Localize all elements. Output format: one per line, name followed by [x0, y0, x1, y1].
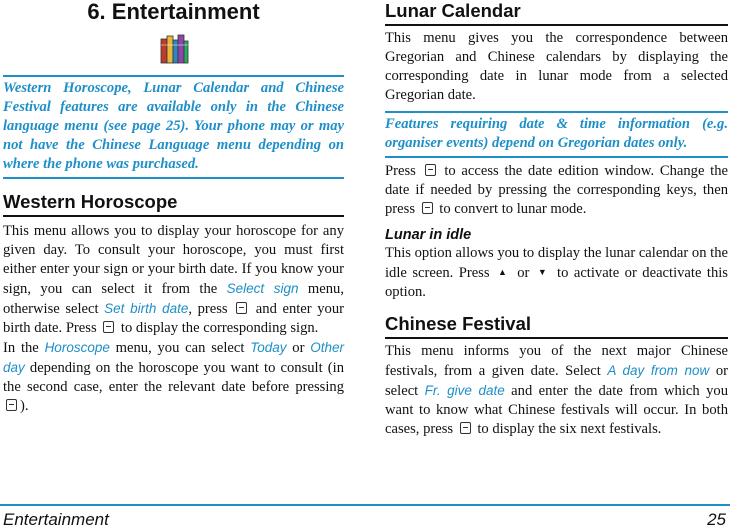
right-column — [385, 0, 728, 439]
menu-a-day-from-now: A day from now — [607, 363, 710, 378]
lunar-idle-paragraph: This option allows you to display the lunar calendar on the idle screen. Press ▲ or ▼ to activate or deactivate this option. — [385, 245, 728, 300]
horoscope-paragraph-2: In the Horoscope menu, you can select Today or Other day depending on the horoscope you want to consult (in the second case, enter the relevant date before pressing ). — [3, 340, 344, 414]
gregorian-note: Features requiring date & time information (e.g. organiser events) depend on Gregorian dates only. — [385, 111, 728, 158]
left-column — [3, 0, 344, 416]
footer-rule — [0, 504, 730, 506]
menu-other-day: Other day — [3, 340, 344, 375]
up-arrow-icon: ▲ — [498, 267, 509, 277]
menu-today: Today — [250, 340, 287, 355]
section-title-lunar-calendar: Lunar Calendar — [385, 0, 728, 26]
language-note: Western Horoscope, Lunar Calendar and Chinese Festival features are available only in the Chinese language menu (see page 25). Your phone may or may not have the Chinese Language menu depending on where the phone was purchased. — [3, 75, 344, 179]
ok-key-icon — [236, 302, 247, 314]
ok-key-icon — [422, 202, 433, 214]
books-icon — [159, 31, 189, 65]
menu-select-sign: Select sign — [226, 281, 299, 296]
menu-set-birth-date: Set birth date — [104, 301, 189, 316]
down-arrow-icon: ▼ — [537, 267, 549, 277]
menu-fr-give-date: Fr. give date — [424, 383, 505, 398]
subsection-title-lunar-in-idle: Lunar in idle — [385, 227, 472, 243]
ok-key-icon — [460, 422, 471, 434]
footer-section-name: Entertainment — [3, 510, 109, 529]
menu-horoscope: Horoscope — [44, 340, 110, 355]
page-number: 25 — [707, 510, 726, 529]
ok-key-icon — [6, 399, 17, 411]
ok-key-icon — [103, 321, 114, 333]
section-title-western-horoscope: Western Horoscope — [3, 191, 344, 217]
section-title-chinese-festival: Chinese Festival — [385, 313, 728, 339]
ok-key-icon — [425, 164, 436, 176]
chapter-title: 6. Entertainment — [87, 0, 260, 24]
lunar-paragraph-1: This menu gives you the correspondence between Gregorian and Chinese calendars by displaying the corresponding date in lunar mode from a selected Gregorian date. — [385, 30, 728, 103]
festival-paragraph: This menu informs you of the next major Chinese festivals, from a given date. Select A day from now or select Fr. give date and enter the date from which you want to know what Chinese festivals will occur. In both cases, press to display the six next festivals. — [385, 343, 728, 437]
lunar-paragraph-2: Press to access the date edition window. Change the date if needed by pressing the corresponding keys, then press to convert to lunar mode. — [385, 163, 729, 217]
horoscope-paragraph-1: This menu allows you to display your horoscope for any given day. To consult your horoscope, you must first either enter your sign or your birth date. If you know your sign, you can select it from the Select sign menu, otherwise select Set birth date, press and enter your birth date. Press to display the corresponding sign. — [3, 223, 344, 336]
